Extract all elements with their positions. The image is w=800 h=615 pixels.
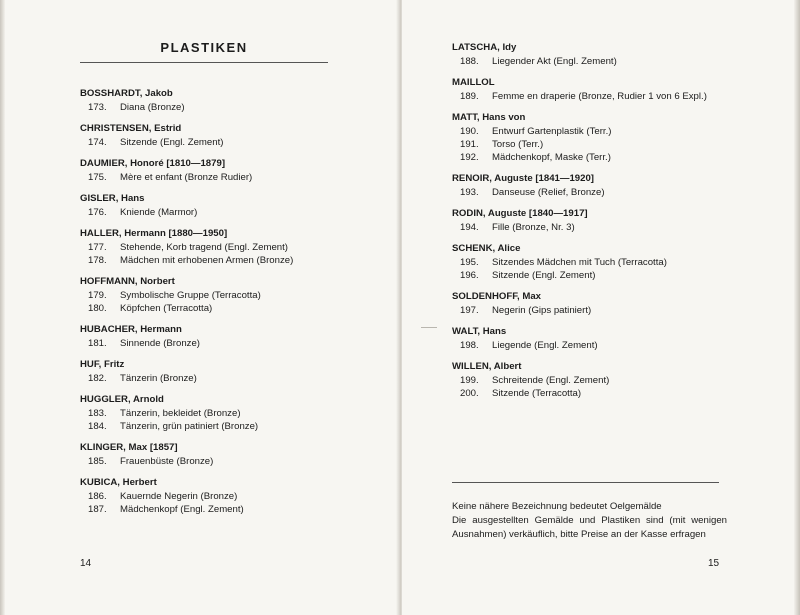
artist-entry bbox=[80, 276, 380, 315]
artist-entry bbox=[452, 208, 772, 234]
page-edge-left bbox=[0, 0, 5, 615]
artwork-title: Tänzerin (Bronze) bbox=[120, 373, 197, 384]
artwork-row bbox=[80, 503, 380, 516]
artwork-title: Torso (Terr.) bbox=[492, 139, 544, 150]
artwork-title: Tänzerin, grün patiniert (Bronze) bbox=[120, 421, 259, 432]
page-edge-right bbox=[794, 0, 800, 615]
artwork-row bbox=[80, 420, 380, 433]
artist-name: HALLER, Hermann [1880—1950] bbox=[80, 228, 228, 239]
catalog-number: 184. bbox=[88, 421, 107, 432]
artist-name: MAILLOL bbox=[452, 77, 495, 88]
artist-entry bbox=[80, 394, 380, 433]
artwork-title: Femme en draperie (Bronze, Rudier 1 von 6 Expl.) bbox=[492, 91, 707, 102]
catalog-number: 195. bbox=[460, 257, 479, 268]
artwork-row bbox=[452, 256, 772, 269]
artist-name: WALT, Hans bbox=[452, 326, 507, 337]
artist-entry bbox=[452, 243, 772, 282]
artwork-row bbox=[80, 490, 380, 503]
artist-entry bbox=[80, 359, 380, 385]
page-number-left: 14 bbox=[80, 558, 92, 569]
artist-entry bbox=[80, 228, 380, 267]
catalog-number: 193. bbox=[460, 187, 479, 198]
artist-name: DAUMIER, Honoré [1810—1879] bbox=[80, 158, 226, 169]
left-artist-list bbox=[80, 88, 380, 525]
artist-entry bbox=[452, 361, 772, 400]
artwork-row bbox=[80, 337, 380, 350]
catalog-notes bbox=[452, 500, 727, 542]
catalog-number: 187. bbox=[88, 504, 107, 515]
artist-entry bbox=[452, 291, 772, 317]
artwork-title: Sitzende (Engl. Zement) bbox=[492, 270, 596, 281]
artist-name: HOFFMANN, Norbert bbox=[80, 276, 175, 287]
artwork-row bbox=[80, 136, 380, 149]
artist-name: HUBACHER, Hermann bbox=[80, 324, 182, 335]
artist-name: WILLEN, Albert bbox=[452, 361, 522, 372]
catalog-number: 198. bbox=[460, 340, 479, 351]
artwork-row bbox=[452, 269, 772, 282]
artwork-title: Negerin (Gips patiniert) bbox=[492, 305, 592, 316]
catalog-number: 179. bbox=[88, 290, 107, 301]
artwork-row bbox=[80, 101, 380, 114]
artwork-title: Symbolische Gruppe (Terracotta) bbox=[120, 290, 261, 301]
artist-entry bbox=[80, 324, 380, 350]
artist-name: GISLER, Hans bbox=[80, 193, 145, 204]
artwork-row bbox=[452, 374, 772, 387]
catalog-number: 177. bbox=[88, 242, 107, 253]
artist-name: SCHENK, Alice bbox=[452, 243, 521, 254]
catalog-number: 174. bbox=[88, 137, 107, 148]
right-artist-list bbox=[452, 42, 772, 409]
artwork-title: Liegender Akt (Engl. Zement) bbox=[492, 56, 617, 67]
artist-name: MATT, Hans von bbox=[452, 112, 526, 123]
catalog-number: 190. bbox=[460, 126, 479, 137]
artwork-row bbox=[452, 339, 772, 352]
artist-name: HUF, Fritz bbox=[80, 359, 125, 370]
artwork-title: Entwurf Gartenplastik (Terr.) bbox=[492, 126, 612, 137]
artist-name: HUGGLER, Arnold bbox=[80, 394, 164, 405]
artwork-row bbox=[80, 455, 380, 468]
artwork-row bbox=[452, 304, 772, 317]
artwork-title: Frauenbüste (Bronze) bbox=[120, 456, 214, 467]
catalog-number: 200. bbox=[460, 388, 479, 399]
artwork-row bbox=[452, 55, 772, 68]
artwork-row bbox=[80, 171, 380, 184]
artwork-row bbox=[80, 302, 380, 315]
catalog-number: 197. bbox=[460, 305, 479, 316]
artwork-row bbox=[452, 90, 772, 103]
catalog-number: 173. bbox=[88, 102, 107, 113]
catalog-number: 183. bbox=[88, 408, 107, 419]
notes-line-1: Keine nähere Bezeichnung bedeutet Oelgemälde bbox=[452, 501, 662, 512]
artist-entry bbox=[452, 42, 772, 68]
artwork-title: Köpfchen (Terracotta) bbox=[120, 303, 213, 314]
catalog-number: 196. bbox=[460, 270, 479, 281]
artwork-title: Kniende (Marmor) bbox=[120, 207, 198, 218]
artwork-row bbox=[80, 254, 380, 267]
artwork-row bbox=[80, 372, 380, 385]
artwork-title: Sitzende (Engl. Zement) bbox=[120, 137, 224, 148]
artist-entry bbox=[80, 193, 380, 219]
catalog-number: 180. bbox=[88, 303, 107, 314]
artist-entry bbox=[452, 112, 772, 164]
artwork-row bbox=[80, 206, 380, 219]
artist-entry bbox=[452, 326, 772, 352]
notes-line-2: Die ausgestellten Gemälde und Plastiken sind (mit wenigen bbox=[452, 515, 727, 526]
artwork-row bbox=[452, 125, 772, 138]
artist-name: CHRISTENSEN, Estrid bbox=[80, 123, 182, 134]
notes-divider bbox=[452, 482, 719, 483]
artwork-row bbox=[452, 387, 772, 400]
artwork-row bbox=[80, 407, 380, 420]
page-number-right: 15 bbox=[708, 558, 720, 569]
artist-entry bbox=[80, 442, 380, 468]
artist-name: RODIN, Auguste [1840—1917] bbox=[452, 208, 588, 219]
artwork-title: Mère et enfant (Bronze Rudier) bbox=[120, 172, 253, 183]
artwork-title: Stehende, Korb tragend (Engl. Zement) bbox=[120, 242, 288, 253]
artwork-title: Sinnende (Bronze) bbox=[120, 338, 200, 349]
artist-entry bbox=[452, 173, 772, 199]
artwork-row bbox=[452, 151, 772, 164]
catalog-number: 199. bbox=[460, 375, 479, 386]
artist-name: LATSCHA, Idy bbox=[452, 42, 517, 53]
artwork-title: Mädchenkopf (Engl. Zement) bbox=[120, 504, 244, 515]
catalog-number: 188. bbox=[460, 56, 479, 67]
catalog-number: 189. bbox=[460, 91, 479, 102]
catalog-number: 175. bbox=[88, 172, 107, 183]
catalog-number: 176. bbox=[88, 207, 107, 218]
artwork-title: Sitzendes Mädchen mit Tuch (Terracotta) bbox=[492, 257, 667, 268]
artist-name: KUBICA, Herbert bbox=[80, 477, 157, 488]
artwork-row bbox=[80, 241, 380, 254]
artist-entry bbox=[452, 77, 772, 103]
artwork-title: Mädchen mit erhobenen Armen (Bronze) bbox=[120, 255, 294, 266]
artist-name: KLINGER, Max [1857] bbox=[80, 442, 178, 453]
artist-entry bbox=[80, 88, 380, 114]
catalog-number: 192. bbox=[460, 152, 479, 163]
artwork-title: Diana (Bronze) bbox=[120, 102, 185, 113]
left-page bbox=[0, 0, 398, 615]
title-divider bbox=[80, 62, 328, 63]
artwork-title: Sitzende (Terracotta) bbox=[492, 388, 582, 399]
artwork-title: Danseuse (Relief, Bronze) bbox=[492, 187, 605, 198]
artist-name: BOSSHARDT, Jakob bbox=[80, 88, 173, 99]
margin-mark bbox=[421, 327, 437, 328]
artist-entry bbox=[80, 477, 380, 516]
artwork-row bbox=[452, 186, 772, 199]
artwork-title: Schreitende (Engl. Zement) bbox=[492, 375, 610, 386]
catalog-number: 182. bbox=[88, 373, 107, 384]
artwork-title: Kauernde Negerin (Bronze) bbox=[120, 491, 238, 502]
artwork-row bbox=[80, 289, 380, 302]
artwork-title: Fille (Bronze, Nr. 3) bbox=[492, 222, 575, 233]
catalog-number: 181. bbox=[88, 338, 107, 349]
artist-name: RENOIR, Auguste [1841—1920] bbox=[452, 173, 594, 184]
artwork-row bbox=[452, 138, 772, 151]
catalog-number: 191. bbox=[460, 139, 479, 150]
artwork-title: Mädchenkopf, Maske (Terr.) bbox=[492, 152, 611, 163]
artist-entry bbox=[80, 123, 380, 149]
page-title: PLASTIKEN bbox=[160, 40, 248, 55]
notes-line-3: Ausnahmen) verkäuflich, bitte Preise an der Kasse erfragen bbox=[452, 529, 706, 540]
catalog-number: 186. bbox=[88, 491, 107, 502]
artwork-row bbox=[452, 221, 772, 234]
artist-entry bbox=[80, 158, 380, 184]
catalog-number: 178. bbox=[88, 255, 107, 266]
artist-name: SOLDENHOFF, Max bbox=[452, 291, 542, 302]
artwork-title: Tänzerin, bekleidet (Bronze) bbox=[120, 408, 241, 419]
catalog-number: 194. bbox=[460, 222, 479, 233]
artwork-title: Liegende (Engl. Zement) bbox=[492, 340, 598, 351]
catalog-number: 185. bbox=[88, 456, 107, 467]
